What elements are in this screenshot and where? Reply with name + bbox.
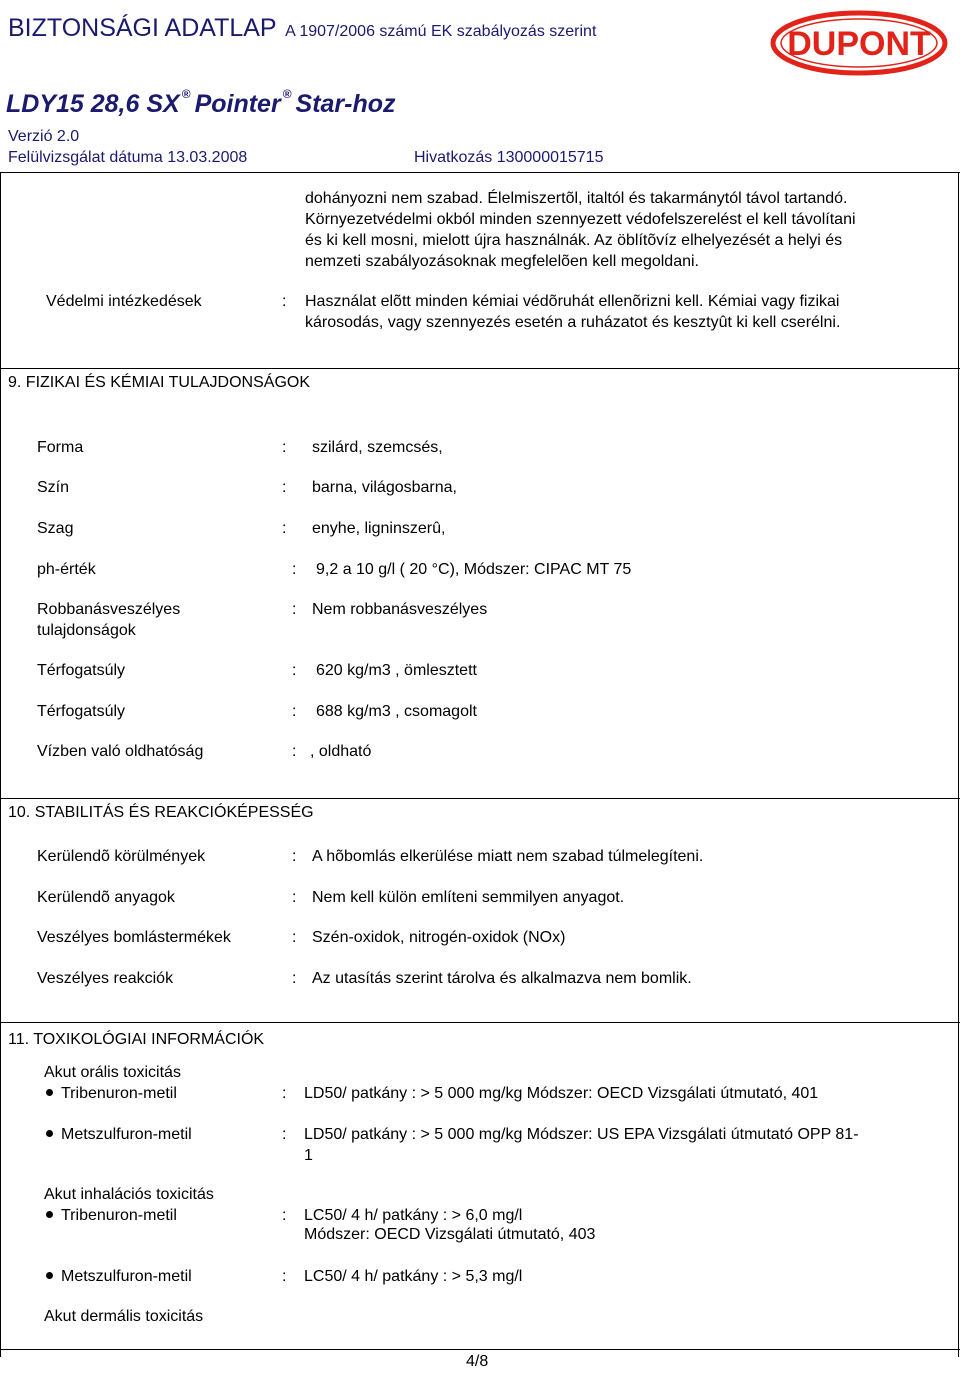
registered-mark: ®	[282, 87, 292, 101]
property-label: Térfogatsúly	[37, 662, 126, 679]
property-colon: :	[292, 601, 297, 618]
property-label: Forma	[37, 439, 84, 456]
frame-right	[958, 172, 959, 1357]
stability-value: A hõbomlás elkerülése miatt nem szabad túlmelegíteni.	[312, 848, 704, 865]
property-value: 620 kg/m3 , ömlesztett	[316, 662, 477, 679]
toxicity-substance	[44, 1266, 192, 1287]
registered-mark: ®	[181, 87, 191, 101]
bullet-icon	[46, 1272, 53, 1279]
property-value: szilárd, szemcsés,	[312, 439, 443, 456]
handling-text-line: Környezetvédelmi okból minden szennyezett védofelszerelést el kell távolítani	[305, 211, 856, 228]
stability-colon: :	[292, 970, 297, 987]
frame-left	[0, 172, 1, 1357]
dupont-logo	[770, 10, 948, 81]
toxicity-value: LC50/ 4 h/ patkány : > 6,0 mg/l	[304, 1207, 523, 1224]
property-colon: :	[292, 743, 297, 760]
property-label: Robbanásveszélyes	[37, 601, 181, 618]
protective-measures-colon: :	[282, 293, 287, 310]
version-label: Verzió 2.0	[8, 128, 80, 145]
protective-measures-text: Használat elõtt minden kémiai védõruhát ellenõrizni kell. Kémiai vagy fizikai	[305, 293, 840, 310]
substance-name: Tribenuron-metil	[61, 1085, 177, 1102]
property-label: Térfogatsúly	[37, 703, 126, 720]
protective-measures-text: károsodás, vagy szennyezés esetén a ruházatot és kesztyût ki kell cserélni.	[305, 314, 841, 331]
handling-text-line: dohányozni nem szabad. Élelmiszertõl, italtól és takarmánytól távol tartandó.	[305, 190, 848, 207]
section-9-title: 9. FIZIKAI ÉS KÉMIAI TULAJDONSÁGOK	[8, 374, 310, 391]
protective-measures-label: Védelmi intézkedések	[46, 293, 202, 310]
property-label: tulajdonságok	[37, 622, 136, 639]
section-divider	[0, 798, 960, 799]
toxicity-value: LD50/ patkány : > 5 000 mg/kg Módszer: OECD Vizsgálati útmutató, 401	[304, 1085, 819, 1102]
product-name	[6, 87, 396, 119]
stability-label: Veszélyes bomlástermékek	[37, 929, 231, 946]
section-10-title: 10. STABILITÁS ÉS REAKCIÓKÉPESSÉG	[8, 804, 314, 821]
header-divider	[0, 172, 960, 173]
logo-text: DUPONT	[787, 25, 931, 63]
bullet-icon	[46, 1089, 53, 1096]
section-11-title: 11. TOXIKOLÓGIAI INFORMÁCIÓK	[8, 1031, 265, 1048]
property-value: Nem robbanásveszélyes	[312, 601, 488, 618]
property-label: Vízben való oldhatóság	[37, 743, 204, 760]
toxicity-value: LC50/ 4 h/ patkány : > 5,3 mg/l	[304, 1268, 523, 1285]
toxicity-substance	[44, 1124, 192, 1145]
toxicity-substance	[44, 1083, 177, 1104]
substance-name: Metszulfuron-metil	[61, 1126, 192, 1143]
substance-name: Tribenuron-metil	[61, 1207, 177, 1224]
property-label: ph-érték	[37, 561, 96, 578]
section-divider	[0, 1022, 960, 1023]
stability-label: Veszélyes reakciók	[37, 970, 174, 987]
toxicity-substance	[44, 1205, 177, 1226]
section-divider	[0, 368, 960, 369]
property-value: barna, világosbarna,	[312, 479, 457, 496]
stability-colon: :	[292, 889, 297, 906]
toxicity-value: Módszer: OECD Vizsgálati útmutató, 403	[304, 1226, 596, 1243]
toxicity-colon: :	[282, 1126, 287, 1143]
handling-text-line: és ki kell mosni, mielott újra használnák. Az öblítõvíz elhelyezését a helyi és	[305, 232, 843, 249]
inhalation-toxicity-heading: Akut inhalációs toxicitás	[44, 1186, 214, 1203]
stability-value: Nem kell külön említeni semmilyen anyagot.	[312, 889, 625, 906]
stability-label: Kerülendõ körülmények	[37, 848, 206, 865]
document-title-regulation: A 1907/2006 számú EK szabályozás szerint	[285, 23, 597, 40]
stability-value: Szén-oxidok, nitrogén-oxidok (NOx)	[312, 929, 566, 946]
product-name-part3: Star-hoz	[295, 90, 396, 118]
stability-label: Kerülendõ anyagok	[37, 889, 175, 906]
property-value: enyhe, ligninszerû,	[312, 520, 446, 537]
toxicity-value: LD50/ patkány : > 5 000 mg/kg Módszer: US EPA Vizsgálati útmutató OPP 81-	[304, 1126, 859, 1143]
property-label: Szag	[37, 520, 74, 537]
property-label: Szín	[37, 479, 70, 496]
document-title-main: BIZTONSÁGI ADATLAP	[8, 14, 277, 42]
page-number: 4/8	[466, 1353, 489, 1370]
property-colon: :	[292, 561, 297, 578]
property-colon: :	[282, 479, 287, 496]
property-colon: :	[282, 520, 287, 537]
footer-divider	[0, 1349, 960, 1350]
stability-colon: :	[292, 848, 297, 865]
dermal-toxicity-heading: Akut dermális toxicitás	[44, 1308, 204, 1325]
property-colon: :	[292, 703, 297, 720]
toxicity-colon: :	[282, 1207, 287, 1224]
bullet-icon	[46, 1211, 53, 1218]
oral-toxicity-heading: Akut orális toxicitás	[44, 1064, 181, 1081]
product-name-part1: LDY15 28,6 SX	[6, 90, 180, 118]
property-value: 688 kg/m3 , csomagolt	[316, 703, 477, 720]
substance-name: Metszulfuron-metil	[61, 1268, 192, 1285]
review-date: Felülvizsgálat dátuma 13.03.2008	[8, 149, 248, 166]
property-value: , oldható	[310, 743, 372, 760]
property-colon: :	[292, 662, 297, 679]
product-name-part2: Pointer	[194, 90, 281, 118]
reference-number: Hivatkozás 130000015715	[414, 149, 604, 166]
bullet-icon	[46, 1130, 53, 1137]
dupont-logo-graphic	[770, 10, 948, 76]
document-title	[8, 14, 596, 43]
stability-value: Az utasítás szerint tárolva és alkalmazva nem bomlik.	[312, 970, 692, 987]
toxicity-value: 1	[304, 1147, 313, 1164]
property-colon: :	[282, 439, 287, 456]
property-value: 9,2 a 10 g/l ( 20 °C), Módszer: CIPAC MT 75	[316, 561, 632, 578]
toxicity-colon: :	[282, 1268, 287, 1285]
handling-text-line: nemzeti szabályozásoknak megfelelõen kell megoldani.	[305, 253, 699, 270]
toxicity-colon: :	[282, 1085, 287, 1102]
stability-colon: :	[292, 929, 297, 946]
